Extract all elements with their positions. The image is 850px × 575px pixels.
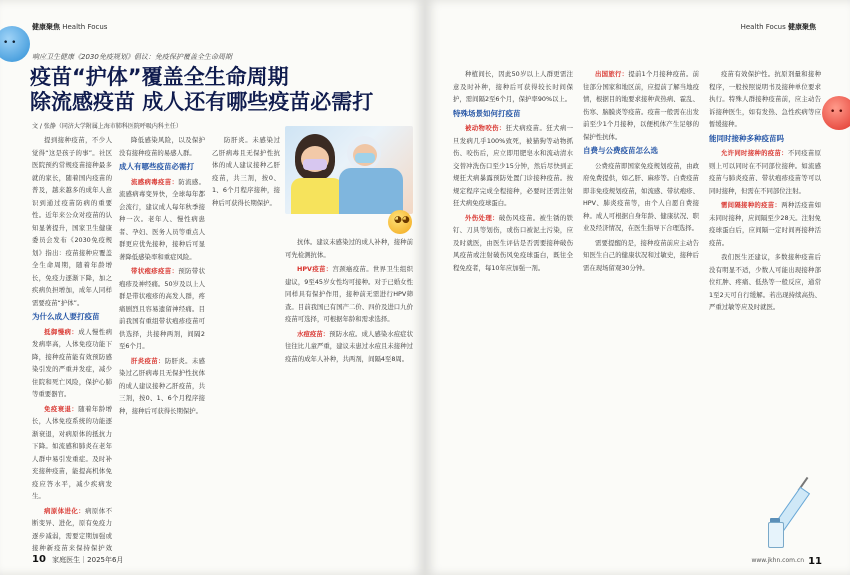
subheading: HPV疫苗： — [297, 265, 333, 273]
col4-para-2: 被动物咬伤：狂犬病疫苗。狂犬病一旦发病几乎100%致死，被猫狗等动物抓伤、咬伤后，应立即用肥皂水和流动清水交替冲洗伤口至少15分钟，然后尽快到正规狂犬病暴露预防处置门诊接种疫苗。按规定程序完成全程接种，必要时还需注射狂犬病免疫球蛋白。 — [453, 124, 573, 207]
col2-para-3: 带状疱疹疫苗：预防带状疱疹及神经痛。50岁及以上人群是带状疱疹的高发人群，疼痛剧烈且容易遗留神经痛。目前我国有重组带状疱疹疫苗可供选择，共接种两剂，间隔2至6个月。 — [119, 267, 205, 350]
virus-red-icon: • • — [822, 96, 850, 130]
col2-para-2: 流感病毒疫苗：防流感。流感病毒变异快，全球每年都会流行，建议成人每年秋季接种一次。老年人、慢性病患者、孕妇、医务人员等重点人群更应优先接种，接种后可显著降低感染率和重症风险。 — [119, 177, 205, 261]
col4-para-1: 种植间长，因此50岁以上人群更需注意及时补种，接种后可获得较长时间保护，需间隔2至6个月，保护率90%以上。 — [453, 70, 573, 103]
col6-para-1: 疫苗有效保护性。抗原剂量和接种程序，一般按照说明书及接种单位要求执行。特殊人群接种疫苗前，应主动告诉接种医生，如有发热、急性疾病等应暂缓接种。 — [709, 70, 821, 128]
syringe-vial-icon — [766, 476, 820, 550]
subheading: 带状疱疹疫苗： — [131, 267, 179, 275]
header-right-cn: 健康聚焦 — [788, 23, 816, 31]
article-title — [30, 65, 410, 115]
subheading: 允许同时接种的疫苗： — [721, 149, 788, 157]
col6-para-3: 需间隔接种的疫苗：两种活疫苗如未同时接种，应间隔至少28天。注射免疫球蛋白后，应间隔一定时间再接种活疫苗。 — [709, 201, 821, 247]
col2b-para: 防肝炎。未感染过乙肝病毒且无保护性抗体的成人建议接种乙肝疫苗，共三剂，按0、1、6个月程序接种，接种后可获得长期保护。 — [212, 136, 280, 207]
col3-para-3: 水痘疫苗：预防水痘。成人感染水痘症状往往比儿童严重，建议未患过水痘且未接种过疫苗的成年人补种，共两剂，间隔4至8周。 — [285, 329, 413, 363]
page-number-right: 11 — [808, 556, 822, 567]
publication-name: 家庭医生｜2025年6月 — [52, 556, 124, 564]
col6-para-2: 允许同时接种的疫苗：不同疫苗原则上可以同时在不同部位接种。如流感疫苗与肺炎疫苗、带状疱疹疫苗等可以同时接种，但需在不同部位注射。 — [709, 149, 821, 195]
col4-para-3: 外伤处理：破伤风疫苗。被生锈的铁钉、刀具等划伤，或伤口被泥土污染，应及时就医，由医生评估是否需要接种破伤风疫苗或注射破伤风免疫球蛋白，既往全程免疫者，每10年应加强一剂。 — [453, 213, 573, 272]
column-3 — [285, 236, 413, 554]
title-line-1: 疫苗“护体”覆盖全生命周期 — [30, 65, 289, 89]
column-4 — [453, 68, 573, 552]
column-2b — [212, 134, 280, 554]
column-1 — [32, 134, 112, 554]
article-author: 文 / 张静（同济大学附属上海市肺科医院呼吸内科主任） — [32, 123, 182, 130]
virus-emoji-icon: ◕◕ — [388, 210, 412, 234]
col1-para-1: 提到接种疫苗，不少人觉得“这是孩子的事”。社区医院预约常规疫苗接种最多就的家长，随着国内疫苗的普及，越来越多的成年人意识到通过疫苗防病的重要性。近年来公众对疫苗的认知显著提升，国家卫生健康委员会发布《2030免疫规划》指出：疫苗接种应覆盖全生命周期，随着年龄增长，免疫力逐渐下降，加之疾病负担增加，成年人同样需要疫苗“护体”。 — [32, 136, 112, 307]
header-right-en: Health Focus — [740, 23, 786, 31]
col5-para-3: 需要提醒的是，接种疫苗前应主动告知医生自己的健康状况和过敏史，接种后需在现场留观30分钟。 — [583, 238, 699, 272]
header-right — [741, 22, 816, 32]
subheading: 病原体进化： — [44, 506, 86, 515]
col2-para-1: 降低感染风险，以及保护没有接种疫苗的易感人群。 — [119, 136, 205, 157]
subheading: 需间隔接种的疫苗： — [721, 201, 782, 209]
subheading: 被动物咬伤： — [465, 124, 506, 132]
header-left-cn: 健康聚焦 — [32, 23, 60, 31]
col5-para-1: 出国旅行：提前1个月接种疫苗。前往部分国家和地区前，应提前了解当地疫情，根据目的地要求接种黄热病、霍乱、伤寒、脑膜炎等疫苗。疫苗一般需在出发前至少1个月接种，以便机体产生足够的保护性抗体。 — [583, 70, 699, 141]
subheading: 抵御慢病： — [44, 327, 79, 336]
vaccination-photo — [285, 126, 413, 214]
column-2 — [119, 134, 205, 554]
col5-para-2: 公费疫苗即国家免疫规划疫苗，由政府免费提供，如乙肝、麻疹等。自费疫苗即非免疫规划疫苗，如流感、带状疱疹、HPV、肺炎疫苗等，由个人自愿自费接种。成人可根据自身年龄、健康状况、职业及经济情况，在医生指导下合理选择。 — [583, 161, 699, 232]
header-left — [32, 22, 107, 32]
col3-para-2: HPV疫苗：宫颈癌疫苗。世界卫生组织建议，9至45岁女性均可接种。对于已婚女性同样具有保护作用，接种前无需进行HPV筛查。目前我国已有国产二价、四价及进口九价疫苗可选择，可根据年龄和需求选择。 — [285, 265, 413, 323]
subheading: 免疫衰退： — [44, 404, 79, 413]
col3-para-1: 抗体。建议未感染过的成人补种，接种前可先检测抗体。 — [285, 238, 413, 259]
subheading: 流感病毒疫苗： — [131, 177, 179, 186]
col1-para-2: 抵御慢病：成人慢性病发病率高，人体免疫功能下降，接种疫苗能有效预防感染引发的严重并发症，减少住院和死亡风险，保护心肺等重要器官。 — [32, 327, 112, 398]
footer-left — [32, 554, 123, 565]
col1-para-4: 病原体进化：病原体不断变异、进化，原有免疫力逐步减弱，需要定期加强或接种新疫苗来保持保护效 — [32, 506, 112, 552]
section-heading: 能同时接种多种疫苗吗 — [709, 133, 784, 143]
subheading: 外伤处理： — [465, 213, 499, 222]
section-heading: 特殊场景如何打疫苗 — [453, 108, 521, 118]
article-kicker: 响应卫生健康《2030免疫规划》倡议：免疫保护覆盖全生命周期 — [32, 53, 232, 61]
title-line-2: 除流感疫苗 成人还有哪些疫苗必需打 — [30, 90, 374, 114]
website-url: www.jkhn.com.cn — [751, 557, 804, 564]
virus-blue-icon: • • — [0, 26, 30, 62]
col2-para-4: 肝炎疫苗：防肝炎。未感染过乙肝病毒且无保护性抗体的成人建议接种乙肝疫苗，共三剂，按0、1、6个月程序接种，接种后可获得长期保护。 — [119, 356, 205, 415]
section-heading: 成人有哪些疫苗必需打 — [119, 162, 194, 171]
section-heading: 为什么成人要打疫苗 — [32, 312, 100, 321]
col1-para-3: 免疫衰退：随着年龄增长，人体免疫系统的功能逐渐衰退，对病原体的抵抗力下降。如流感和肺炎在老年人群中易引发重症。及时补充接种疫苗，能提高机体免疫应答水平，减少疾病发生。 — [32, 404, 112, 500]
col6-para-4: 我们医生还建议，多数接种疫苗后没有明显不适，少数人可能出现接种部位红肿、疼痛、低热等一般反应，通常1至2天可自行缓解。若出现持续高热、严重过敏等应及时就医。 — [709, 253, 821, 311]
subheading: 水痘疫苗： — [297, 329, 330, 338]
subheading: 肝炎疫苗： — [131, 356, 165, 365]
header-left-en: Health Focus — [62, 23, 108, 31]
section-heading: 自费与公费疫苗怎么选 — [583, 146, 658, 155]
subheading: 出国旅行： — [595, 70, 629, 78]
page-number-left: 10 — [32, 554, 46, 565]
column-5 — [583, 68, 699, 552]
